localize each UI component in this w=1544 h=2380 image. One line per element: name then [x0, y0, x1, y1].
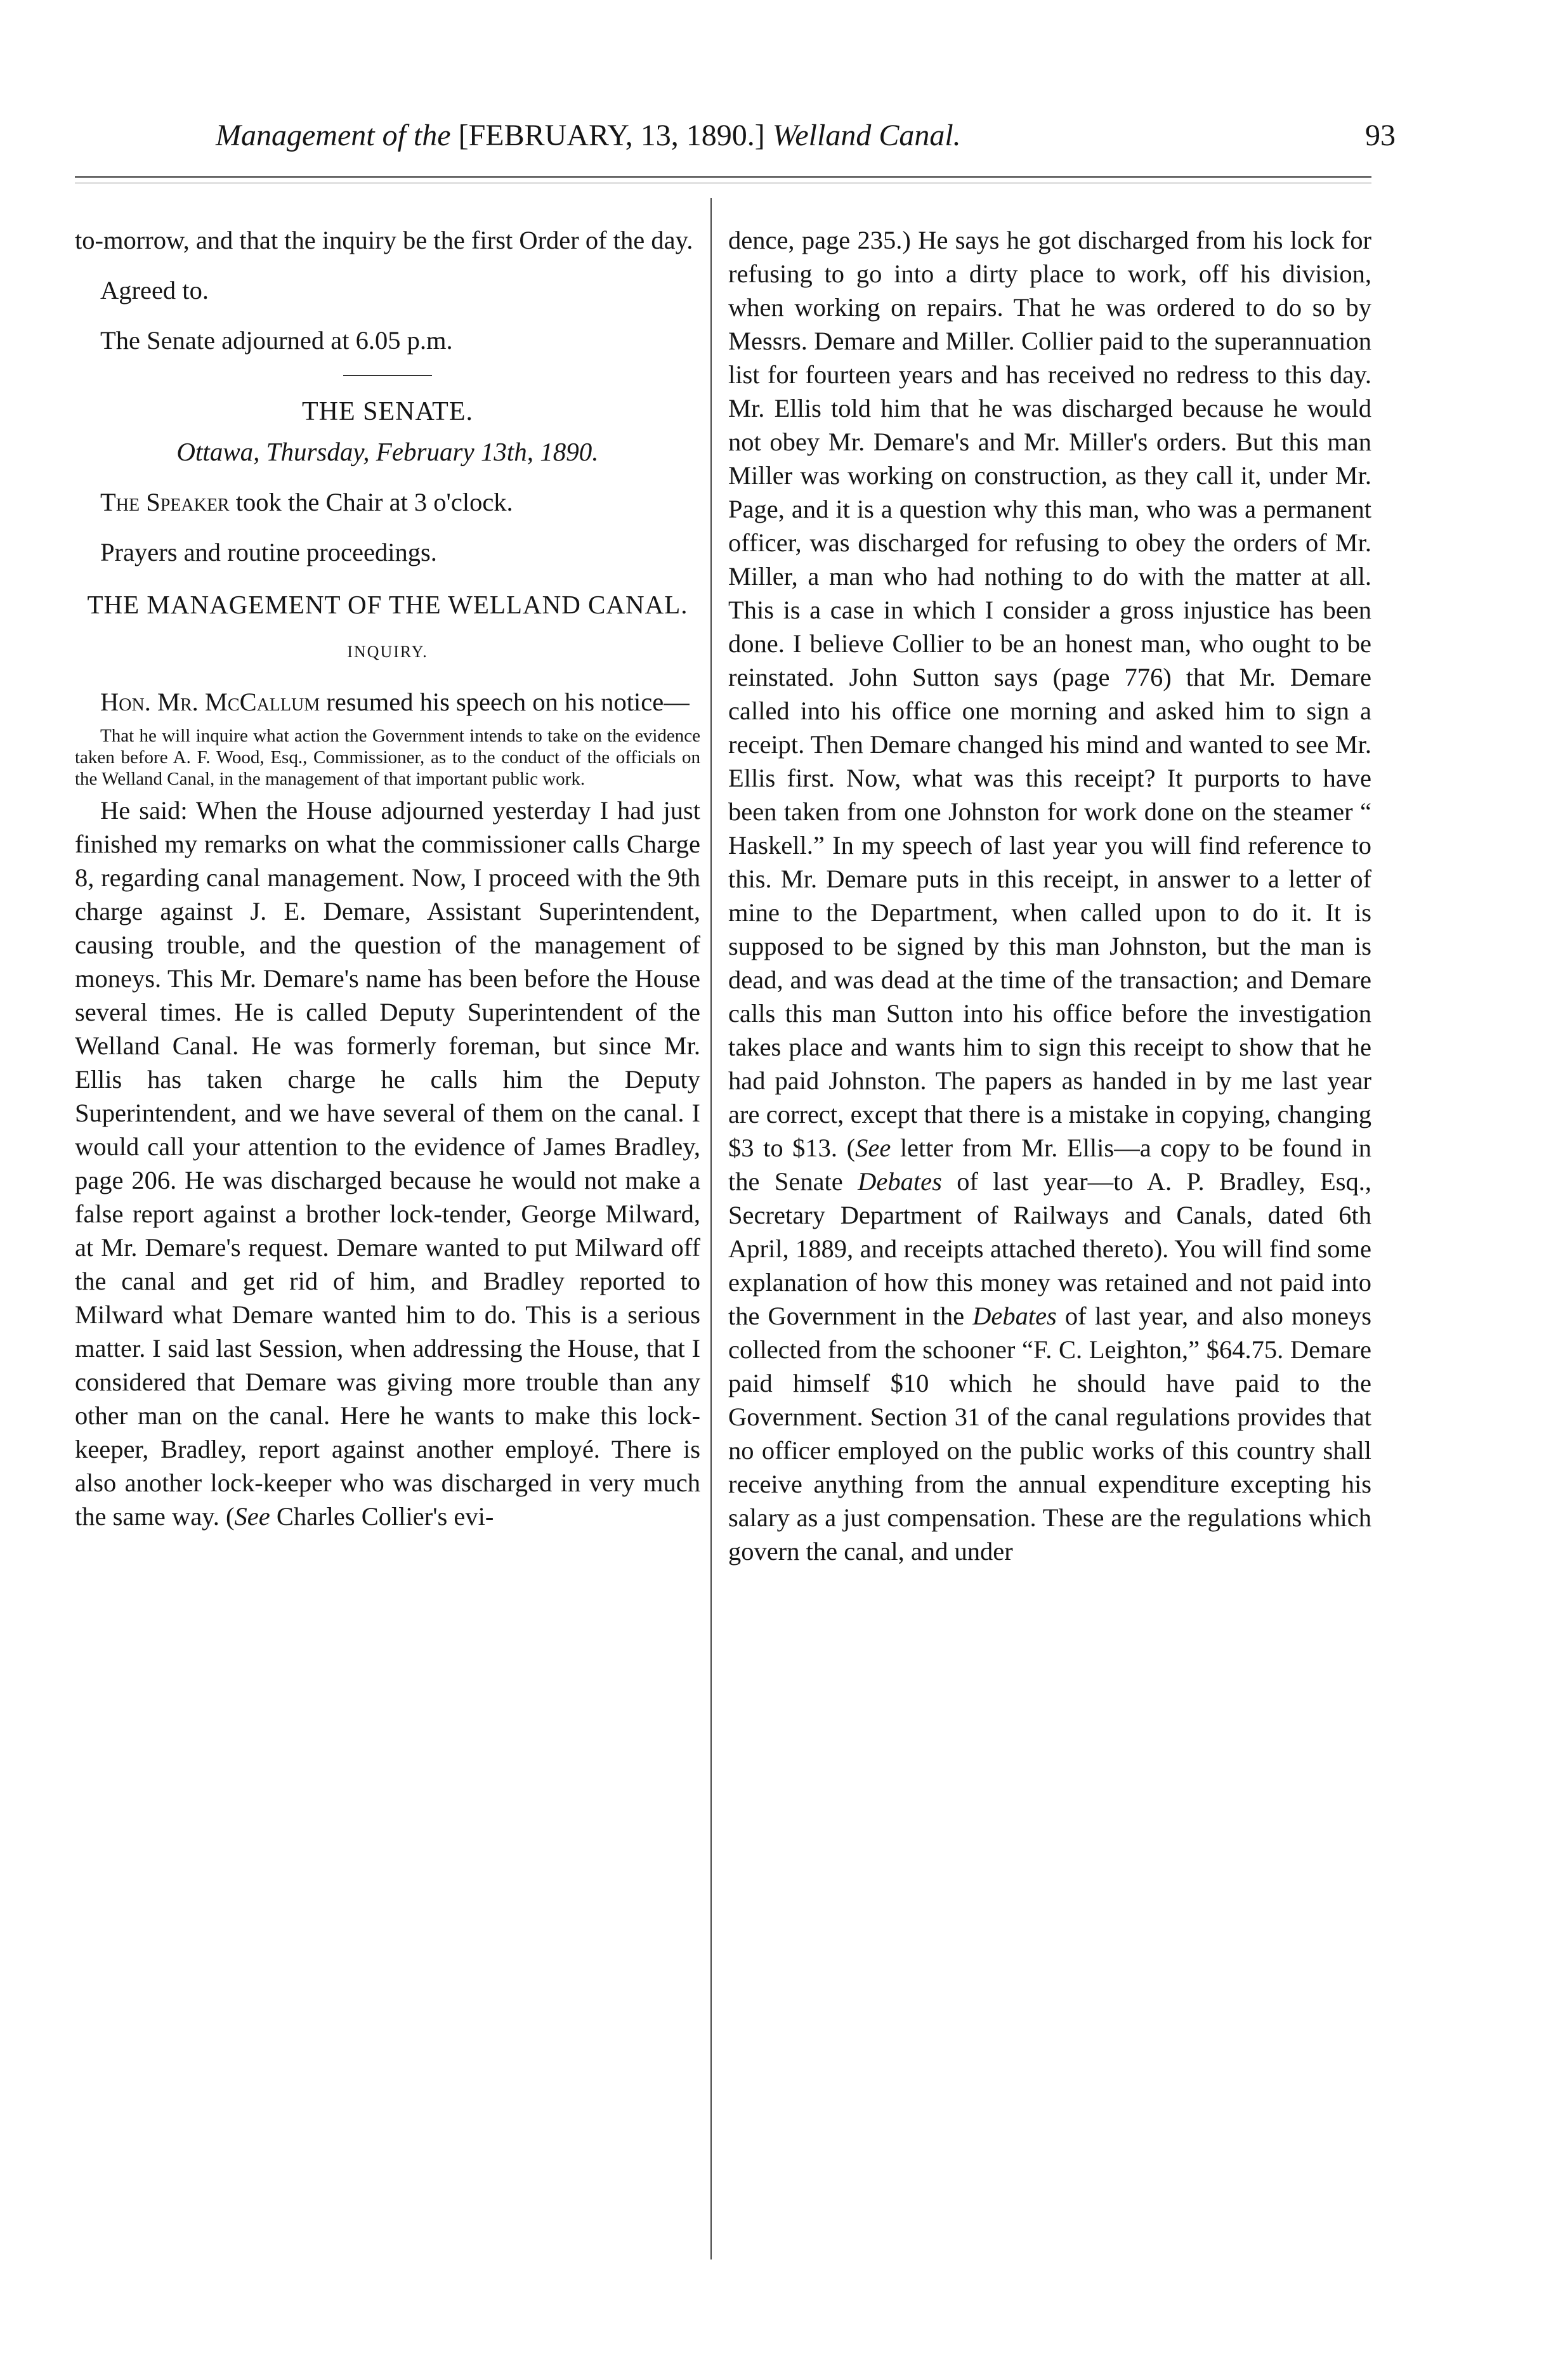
right-debates-2: Debates [972, 1302, 1057, 1330]
mccallum-text: resumed his speech on his notice— [320, 688, 690, 716]
section-divider [343, 375, 432, 376]
paragraph-speaker [75, 485, 700, 519]
column-divider [710, 198, 712, 2259]
paragraph-adjourned: The Senate adjourned at 6.05 p.m. [100, 326, 453, 355]
paragraph-prayers: Prayers and routine proceedings. [100, 538, 437, 566]
page-number: 93 [1365, 119, 1396, 152]
paragraph-agreed: Agreed to. [100, 276, 209, 304]
paragraph-mccallum [75, 685, 700, 719]
header-title-left: Management of the [216, 119, 451, 152]
dateline: Ottawa, Thursday, February 13th, 1890. [176, 437, 599, 466]
right-text-4: of last year, and also moneys collected from the schooner “F. C. Leighton,” $64.75. Demare paid himself $10 which he should have paid to the Government. Section 31 of the canal regulations provides that no officer employed on the public works of this country shall receive anything from the annual expenditure excepting his salary as a just compensation. These are the regulations which govern the canal, and under [728, 1302, 1372, 1566]
right-see: See [855, 1134, 891, 1162]
right-column [728, 223, 1371, 1568]
header-title-right: Welland Canal. [772, 119, 961, 152]
speech-end-see: See [234, 1502, 270, 1531]
right-text-1: dence, page 235.) He says he got discharged from his lock for refusing to go into a dirty place to work, off his division, when working on repairs. That he was ordered to do so by Messrs. Demare and Miller. Collier paid to the superannuation list for fourteen years and has received no redress to this day. Mr. Ellis told him that he was discharged because he would not obey Mr. Demare's and Mr. Miller's orders. But this man Miller was working on construction, as they call it, under Mr. Page, and it is a question why this man, who was a permanent officer, was discharged for refusing to obey the orders of Mr. Miller, a man who had nothing to do with the matter at all. This is a case in which I consider a gross injustice has been done. I believe Collier to be an honest man, who ought to be reinstated. John Sutton says (page 776) that Mr. Demare called into his office one morning and asked him to sign a receipt. Then Demare changed his mind and wanted to see Mr. Ellis first. Now, what was this receipt? It purports to have been taken from one Johnston for work done on the steamer “ Haskell.” In my speech of last year you will find reference to this. Mr. Demare puts in this receipt, in answer to a letter of mine to the Department, when called upon to do it. It is supposed to be signed by this man Johnston, but the man is dead, and was dead at the time of the transaction; and Demare calls this man Sutton into his office before the investigation takes place and wants him to sign this receipt to show that he had paid Johnston. The papers as handed in by me last year are correct, except that there is a mistake in copying, changing $3 to $13. ( [728, 226, 1371, 1162]
speaker-name: The Speaker [100, 488, 230, 516]
mccallum-name: Hon. Mr. McCallum [100, 688, 320, 716]
right-text-3: of last year—to A. P. Bradley, Esq., Secretary Department of Railways and Canals, dated 6th April, 1889, and receipts attached thereto). You will find some explanation of how this money was retained and not paid into the Government in the [728, 1167, 1371, 1330]
header-date: [FEBRUARY, 13, 1890.] [458, 119, 765, 152]
paragraph-speech [75, 794, 700, 1533]
paragraph-continuation [728, 223, 1371, 1568]
speech-text: He said: When the House adjourned yesterday I had just finished my remarks on what the commissioner calls Charge 8, regarding canal management. Now, I proceed with the 9th charge against J. E. Demare, Assistant Superintendent, causing trouble, and the question of the management of moneys. This Mr. Demare's name has been before the House several times. He is called Deputy Superintendent of the Welland Canal. He was formerly foreman, but since Mr. Ellis has taken charge he calls him the Deputy Superintendent, and we have several of them on the canal. I would call your attention to the evidence of James Bradley, page 206. He was discharged because he would not make a false report against a brother lock-tender, George Milward, at Mr. Demare's request. Demare wanted to put Milward off the canal and get rid of him, and Bradley reported to Milward what Demare wanted him to do. This is a serious matter. I said last Session, when addressing the House, that I considered that Demare was giving more trouble than any other man on the canal. Here he wants to make this lock-keeper, Bradley, report against another employé. There is also another lock-keeper who was discharged in very much the same way. [75, 796, 700, 1531]
paragraph-order: to-morrow, and that the inquiry be the first Order of the day. [75, 226, 693, 254]
senate-heading: THE SENATE. [302, 397, 473, 426]
speech-end-post: Charles Collier's evi- [270, 1502, 494, 1531]
speech-end-pre: ( [219, 1502, 235, 1531]
header-title [216, 118, 961, 153]
left-column [75, 223, 700, 1533]
running-header [216, 118, 1396, 162]
header-rule [75, 176, 1371, 178]
inquiry-heading: INQUIRY. [347, 643, 428, 661]
notice-text: That he will inquire what action the Government intends to take on the evidence taken before A. F. Wood, Esq., Commissioner, as to the conduct of the officials on the Welland Canal, in the management of that important public work. [75, 726, 700, 789]
right-text-2: letter from Mr. Ellis—a copy to be found in the Senate [728, 1134, 1371, 1196]
speaker-text: took the Chair at 3 o'clock. [229, 488, 513, 516]
right-debates-1: Debates [858, 1167, 942, 1196]
management-heading: THE MANAGEMENT OF THE WELLAND CANAL. [87, 590, 688, 619]
